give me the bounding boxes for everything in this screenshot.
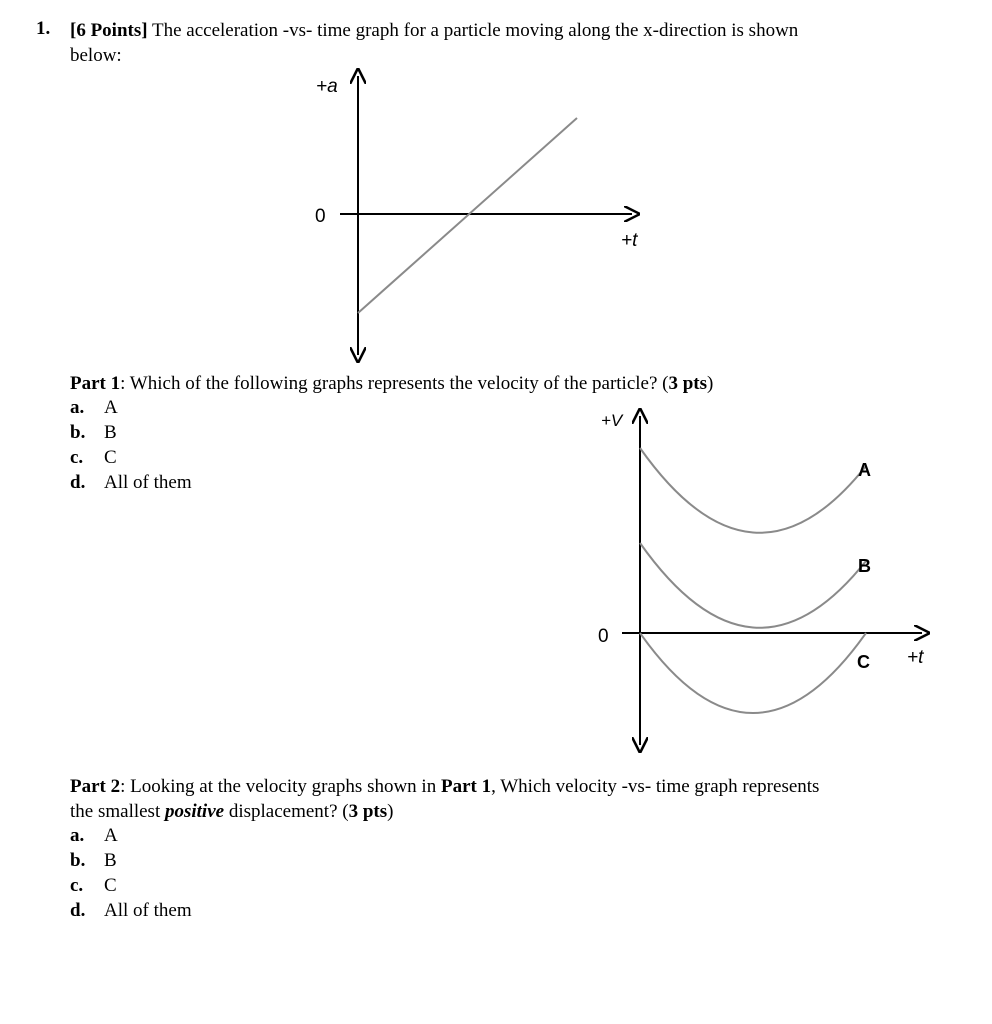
part1-option-c[interactable]: c. C <box>70 447 117 468</box>
question-line1: The acceleration -vs- time graph for a particle moving along the x-direction is shown <box>147 20 799 41</box>
velocity-origin-label: 0 <box>598 626 609 647</box>
accel-y-label: +a <box>316 76 338 97</box>
velocity-curve-a <box>640 448 866 533</box>
part1-label: Part 1 <box>70 373 121 394</box>
part2-option-c[interactable]: c. C <box>70 875 117 896</box>
part2-emph: positive <box>164 801 225 822</box>
part2-prompt: Part 2: Looking at the velocity graphs shown in Part 1, Which velocity -vs- time graph represents the smallest positive displacement? (3 pts) <box>70 776 820 822</box>
part2-option-d[interactable]: d. All of them <box>70 900 192 921</box>
curve-label-a: A <box>858 460 871 480</box>
velocity-curve-b <box>640 543 866 628</box>
part2-option-b[interactable]: b. B <box>70 850 117 871</box>
velocity-x-label: +t <box>907 647 924 668</box>
question-number: 1. <box>36 18 51 39</box>
acceleration-graph <box>0 0 992 370</box>
part1-prompt <box>70 371 900 396</box>
curve-label-c: C <box>857 652 870 672</box>
part2-option-a[interactable]: a. A <box>70 825 118 846</box>
part1-option-d[interactable]: d. All of them <box>70 472 192 493</box>
velocity-curve-c <box>640 633 866 713</box>
accel-x-label: +t <box>621 230 638 251</box>
part1-text: : Which of the following graphs represents the velocity of the particle? ( <box>120 373 669 394</box>
velocity-y-label: +V <box>601 411 623 430</box>
part1-option-b[interactable]: b. B <box>70 422 117 443</box>
part1-close: ) <box>707 373 714 394</box>
accel-line <box>358 118 577 313</box>
part1-pts: 3 pts <box>668 373 708 394</box>
part2-label: Part 2 <box>70 776 121 797</box>
question-points: [6 Points] <box>70 20 148 41</box>
accel-origin-label: 0 <box>315 206 326 227</box>
question-line2: below: <box>70 45 122 66</box>
curve-label-b: B <box>858 556 871 576</box>
part1-option-a[interactable]: a. A <box>70 397 118 418</box>
part2-ref: Part 1 <box>440 776 492 797</box>
velocity-graph <box>0 400 992 760</box>
part2-pts: 3 pts <box>348 801 388 822</box>
